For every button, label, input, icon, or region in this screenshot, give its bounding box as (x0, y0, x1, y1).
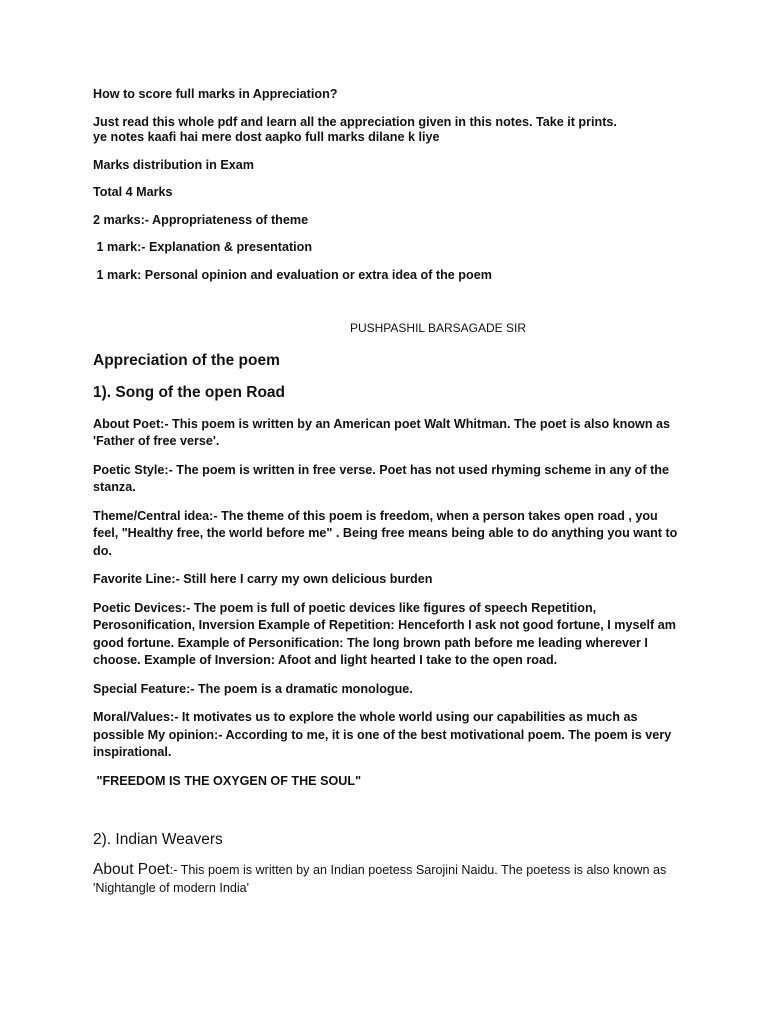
about-poet-label-2: About Poet (93, 861, 170, 878)
intro-question: How to score full marks in Appreciation? (93, 87, 338, 101)
poem-1-style (93, 462, 683, 497)
favorite-line-label: Favorite Line:- (93, 572, 180, 586)
intro-line-2: ye notes kaafi hai mere dost aapko full marks dilane k liye (93, 130, 440, 144)
poem-1-quote: "FREEDOM IS THE OXYGEN OF THE SOUL" (93, 773, 362, 788)
marks-distribution: Marks distribution in Exam (93, 157, 254, 172)
poem-1-theme (93, 508, 683, 561)
author-signature: PUSHPASHIL BARSAGADE SIR (349, 321, 527, 335)
intro-line-1: Just read this whole pdf and learn all the appreciation given in this notes. Take it prints. (93, 114, 617, 129)
poem-1-moral (93, 709, 683, 762)
poem-1-title: 1). Song of the open Road (93, 383, 286, 401)
poem-1-favorite (93, 571, 683, 589)
marks-opinion: 1 mark: Personal opinion and evaluation or extra idea of the poem (93, 267, 492, 282)
special-feature-label: Special Feature:- (93, 681, 195, 696)
theme-text: The theme of this poem is freedom, when a person takes open road , you feel, "Healthy free, the world before me" . Being free means being able to do anything you want to do. (93, 508, 678, 558)
poetic-style-label: Poetic Style:- (93, 462, 173, 477)
poem-1-devices (93, 600, 683, 670)
poetic-devices-text: The poem is full of poetic devices like figures of speech Repetition, Perosonification, Inversion Example of Repetition: Henceforth I ask not good fortune, I myself am good fortune. Example of Personification: The long brown path before me leading wherever I choose. Example of Inversion: Afoot and light hearted I take to the open road. (93, 600, 676, 667)
favorite-line-text: Still here I carry my own delicious burden (179, 572, 433, 586)
poem-1-about (93, 416, 683, 451)
moral-text: It motivates us to explore the whole world using our capabilities as much as possible My opinion:- According to me, it is one of the best motivational poem. The poem is very inspirational. (93, 710, 672, 759)
poem-1-special (93, 681, 683, 699)
moral-label: Moral/Values:- (93, 710, 179, 724)
section-heading: Appreciation of the poem (93, 351, 280, 369)
total-marks: Total 4 Marks (93, 185, 173, 199)
theme-label: Theme/Central idea:- (93, 508, 218, 523)
marks-theme: 2 marks:- Appropriateness of theme (93, 212, 309, 227)
about-poet-text-2: :- This poem is written by an Indian poetess Sarojini Naidu. The poetess is also known as 'Nightangle of modern India' (93, 863, 667, 895)
poetic-style-text: The poem is written in free verse. Poet has not used rhyming scheme in any of the stanza. (93, 462, 669, 494)
poem-2-title: 2). Indian Weavers (93, 831, 223, 848)
poetic-devices-label: Poetic Devices:- (93, 600, 191, 615)
marks-explanation: 1 mark:- Explanation & presentation (93, 240, 313, 254)
poem-2-about (93, 861, 683, 897)
about-poet-label: About Poet:- (93, 416, 169, 431)
document-content (93, 86, 683, 897)
about-poet-text: This poem is written by an American poet Walt Whitman. The poet is also known as 'Father of free verse'. (93, 416, 671, 448)
special-feature-text: The poem is a dramatic monologue. (194, 681, 413, 696)
